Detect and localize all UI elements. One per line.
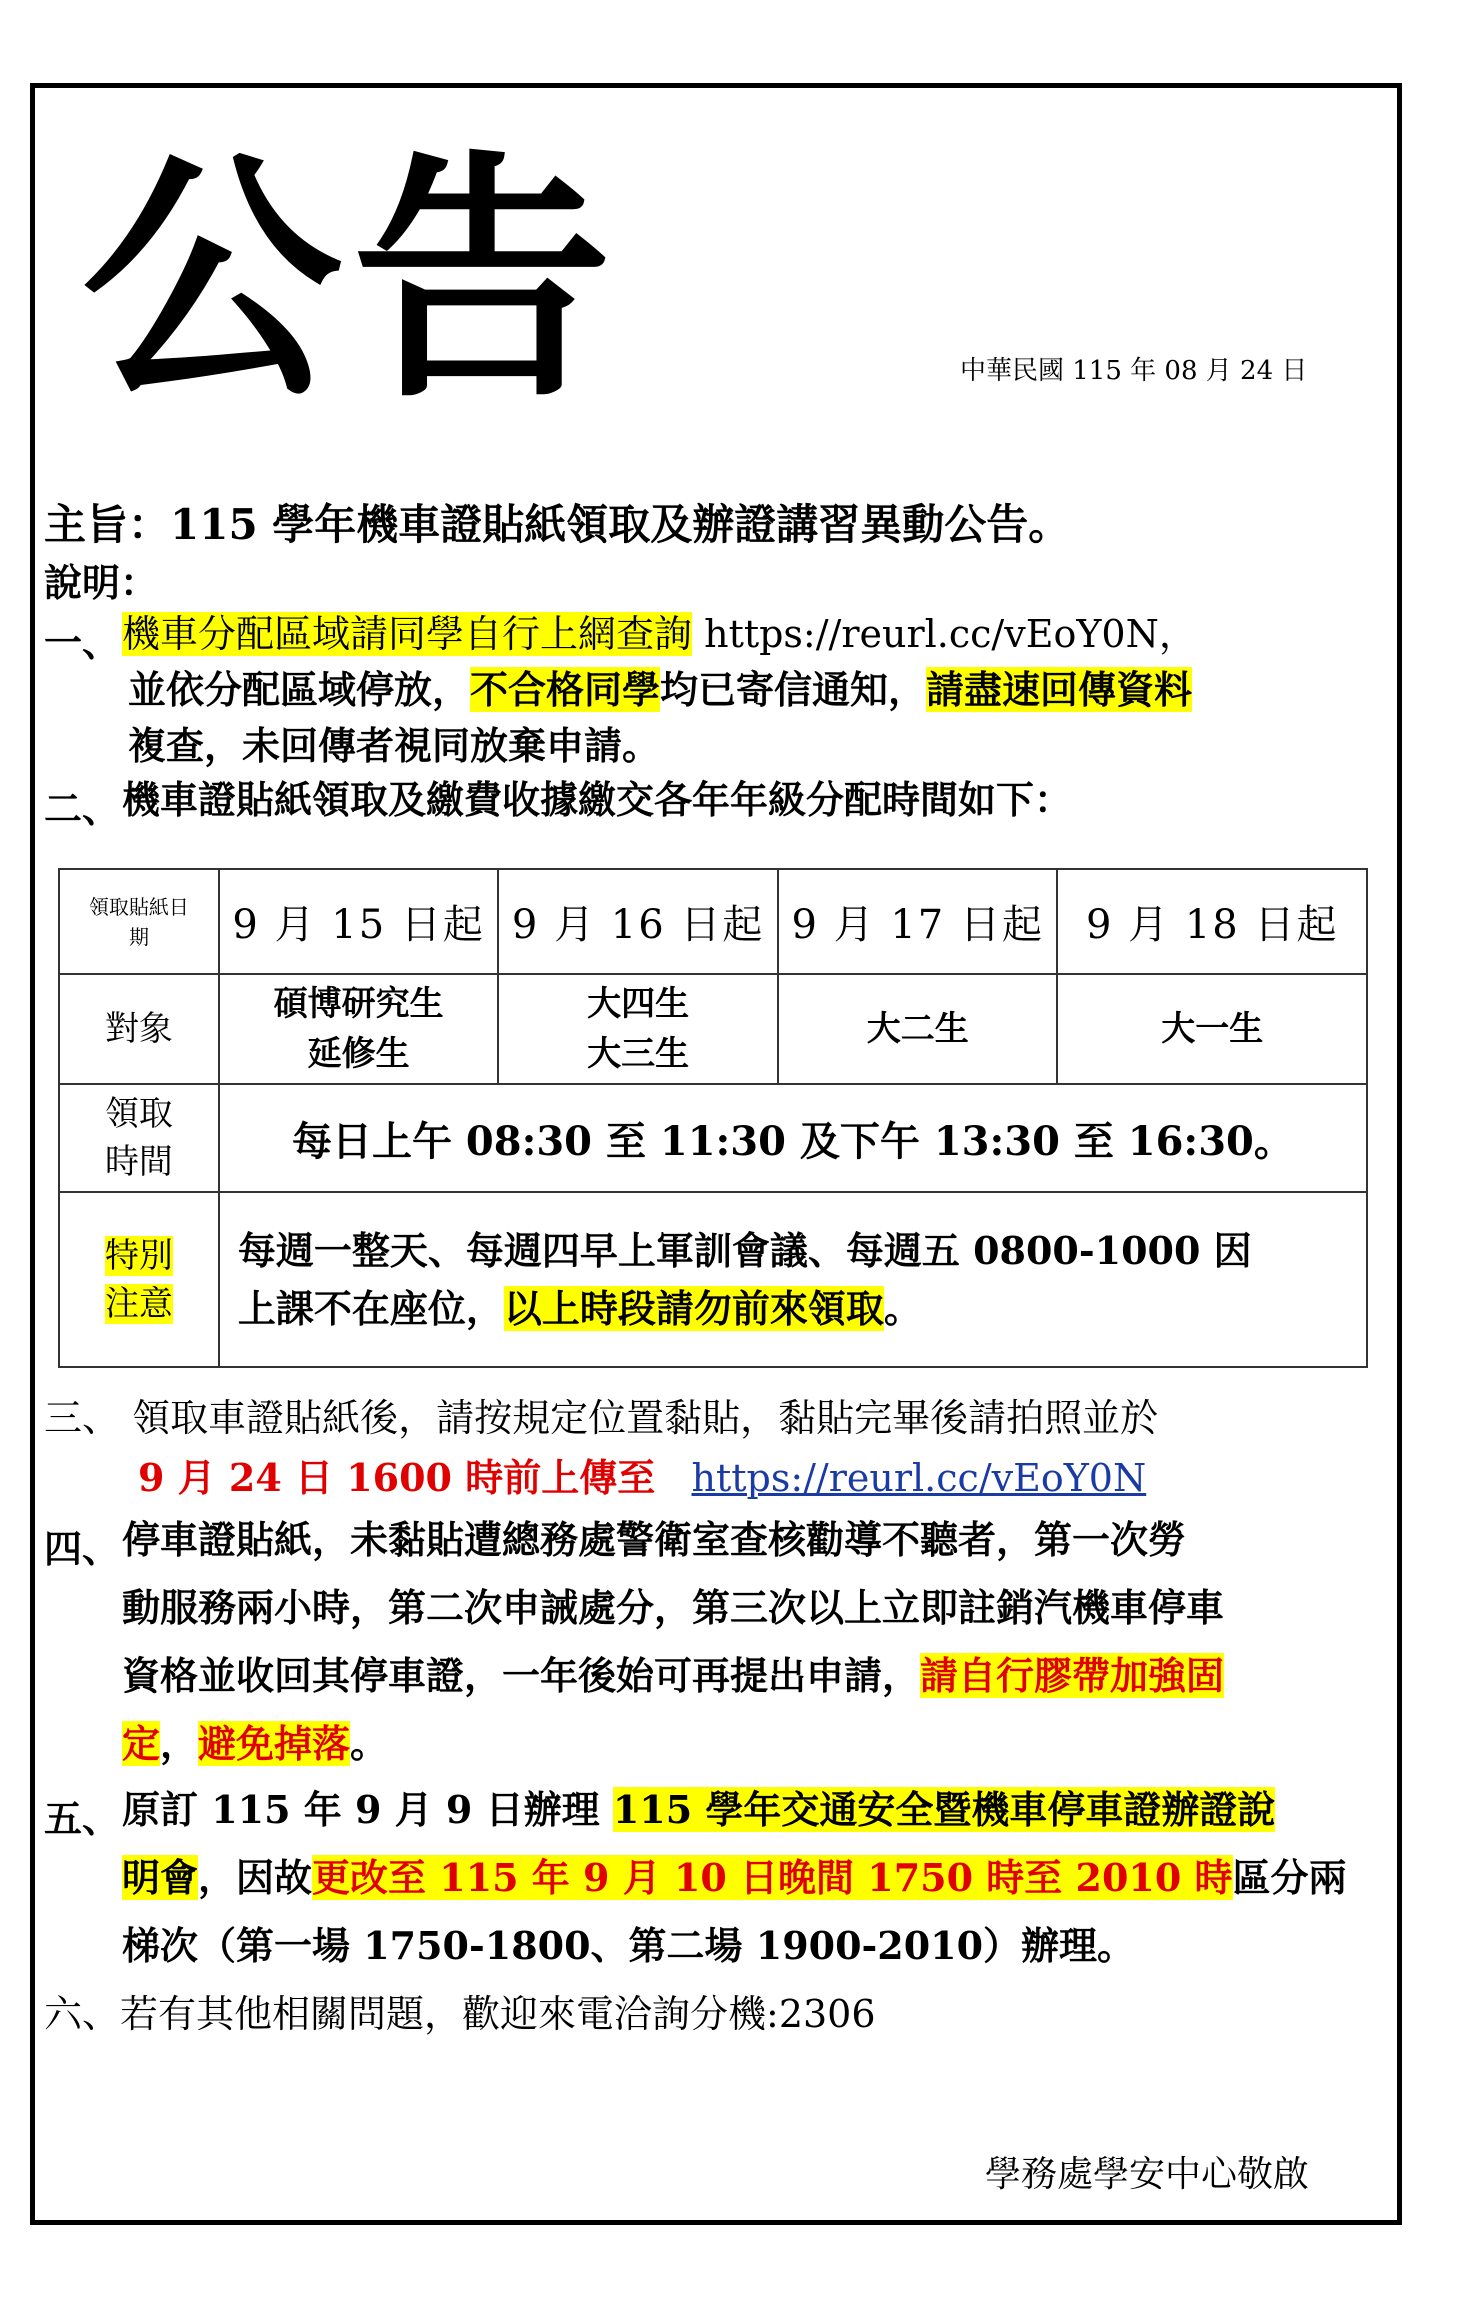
table-corner-cell xyxy=(59,869,219,974)
item4-highlight: 避免掉落 xyxy=(198,1721,351,1766)
table-row-note xyxy=(59,1192,1367,1367)
note-label-text: 注意 xyxy=(104,1283,173,1324)
target-label: 對象 xyxy=(59,974,219,1084)
target-text: 大四生 xyxy=(587,984,690,1024)
notice-title: 公告 xyxy=(82,131,622,433)
item4-line3 xyxy=(122,1648,1224,1704)
target-cell xyxy=(778,974,1058,1084)
item5-new-date: 更改至 115 年 9 月 10 日晚間 1750 時至 2010 時 xyxy=(312,1855,1233,1900)
item6-line xyxy=(44,1986,876,2042)
item1-highlight: 機車分配區域請同學自行上網查詢 xyxy=(122,612,693,656)
subject-line: 主旨：115 學年機車證貼紙領取及辦證講習異動公告。 xyxy=(44,500,1071,549)
target-text: 大三生 xyxy=(587,1034,690,1074)
table-date-cell: 9 月 18 日起 xyxy=(1057,869,1367,974)
table-row-dates xyxy=(59,869,1367,974)
item4-line4-end: 。 xyxy=(350,1721,389,1766)
target-text: 延修生 xyxy=(307,1034,410,1074)
item1-url-text: https://reurl.cc/vEoY0N， xyxy=(692,612,1197,656)
item3-deadline: 9 月 24 日 1600 時前上傳至 xyxy=(138,1455,656,1500)
item5-line1 xyxy=(122,1782,1275,1838)
target-cell xyxy=(1057,974,1367,1084)
note-label xyxy=(59,1192,219,1367)
item5-highlight: 明會 xyxy=(122,1855,199,1900)
item2-number: 二、 xyxy=(44,786,121,831)
item1-line2-text-b: 均已寄信通知， xyxy=(660,667,927,712)
notice-date: 中華民國 115 年 08 月 24 日 xyxy=(960,356,1308,386)
table-date-cell: 9 月 16 日起 xyxy=(498,869,778,974)
table-row-targets xyxy=(59,974,1367,1084)
item4-line3-text: 資格並收回其停車證，一年後始可再提出申請， xyxy=(122,1653,921,1698)
item4-line4-text: ， xyxy=(160,1721,199,1766)
upload-link[interactable]: https://reurl.cc/vEoY0N xyxy=(691,1456,1147,1500)
explain-label: 說明： xyxy=(44,560,159,605)
note-line2-text: 上課不在座位， xyxy=(237,1285,504,1331)
item4-line1: 停車證貼紙，未黏貼遭總務處警衛室查核勸導不聽者，第一次勞 xyxy=(122,1517,1187,1562)
item1-line1 xyxy=(122,606,1197,662)
table-corner-label: 領取貼紙日期 xyxy=(88,894,189,949)
item4-highlight: 定 xyxy=(122,1721,161,1766)
item6-number: 六、 xyxy=(44,1992,121,2036)
item5-line1-text: 原訂 115 年 9 月 9 日辦理 xyxy=(122,1787,613,1832)
item5-highlight: 115 學年交通安全暨機車停車證辦證說 xyxy=(612,1787,1276,1832)
time-label-text: 領取 xyxy=(104,1094,173,1134)
table-row-time xyxy=(59,1084,1367,1192)
item4-highlight: 請自行膠帶加強固 xyxy=(920,1653,1225,1698)
table-date-cell: 9 月 15 日起 xyxy=(219,869,499,974)
item4-number: 四、 xyxy=(44,1526,121,1571)
item5-line2 xyxy=(122,1850,1347,1906)
item5-line2-text: ，因故 xyxy=(198,1855,313,1900)
item1-number: 一、 xyxy=(44,620,121,665)
note-text xyxy=(219,1192,1367,1367)
item3-line1-text: 領取車證貼紙後，請按規定位置黏貼，黏貼完畢後請拍照並於 xyxy=(120,1396,1159,1440)
item1-line3: 複查，未回傳者視同放棄申請。 xyxy=(128,723,661,768)
item4-line4 xyxy=(122,1716,388,1772)
item2-text: 機車證貼紙領取及繳費收據繳交各年年級分配時間如下： xyxy=(122,777,1073,822)
schedule-table xyxy=(58,868,1368,1368)
target-cell xyxy=(498,974,778,1084)
item5-line2-end: 區分兩 xyxy=(1232,1855,1347,1900)
target-cell xyxy=(219,974,499,1084)
item3-number: 三、 xyxy=(44,1396,121,1440)
item3-line1 xyxy=(44,1390,1158,1446)
note-line2 xyxy=(238,1280,1366,1338)
signature: 學務處學安中心敬啟 xyxy=(985,2154,1310,2195)
target-text: 大二生 xyxy=(866,1009,969,1049)
time-text: 每日上午 08:30 至 11:30 及下午 13:30 至 16:30。 xyxy=(219,1084,1367,1192)
note-line2-highlight: 以上時段請勿前來領取 xyxy=(503,1285,884,1331)
time-label xyxy=(59,1084,219,1192)
item5-number: 五、 xyxy=(44,1796,121,1841)
note-line1: 每週一整天、每週四早上軍訓會議、每週五 0800-1000 因 xyxy=(237,1227,1252,1273)
time-label-text: 時間 xyxy=(104,1142,173,1182)
item1-line2-highlight-1: 不合格同學 xyxy=(470,667,661,712)
item4-line2: 動服務兩小時，第二次申誡處分，第三次以上立即註銷汽機車停車 xyxy=(122,1585,1225,1630)
note-label-text: 特別 xyxy=(104,1235,173,1276)
note-line2-end: 。 xyxy=(883,1285,922,1331)
target-text: 碩博研究生 xyxy=(273,984,444,1024)
item1-line2 xyxy=(128,662,1192,718)
item5-line3: 梯次（第一場 1750-1800、第二場 1900-2010）辦理。 xyxy=(122,1923,1136,1968)
table-date-cell: 9 月 17 日起 xyxy=(778,869,1058,974)
item6-text: 若有其他相關問題，歡迎來電洽詢分機:2306 xyxy=(120,1992,876,2036)
target-text: 大一生 xyxy=(1161,1009,1264,1049)
item1-line2-text-a: 並依分配區域停放， xyxy=(128,667,471,712)
item1-line2-highlight-2: 請盡速回傳資料 xyxy=(926,667,1193,712)
item3-line2 xyxy=(138,1450,1146,1506)
